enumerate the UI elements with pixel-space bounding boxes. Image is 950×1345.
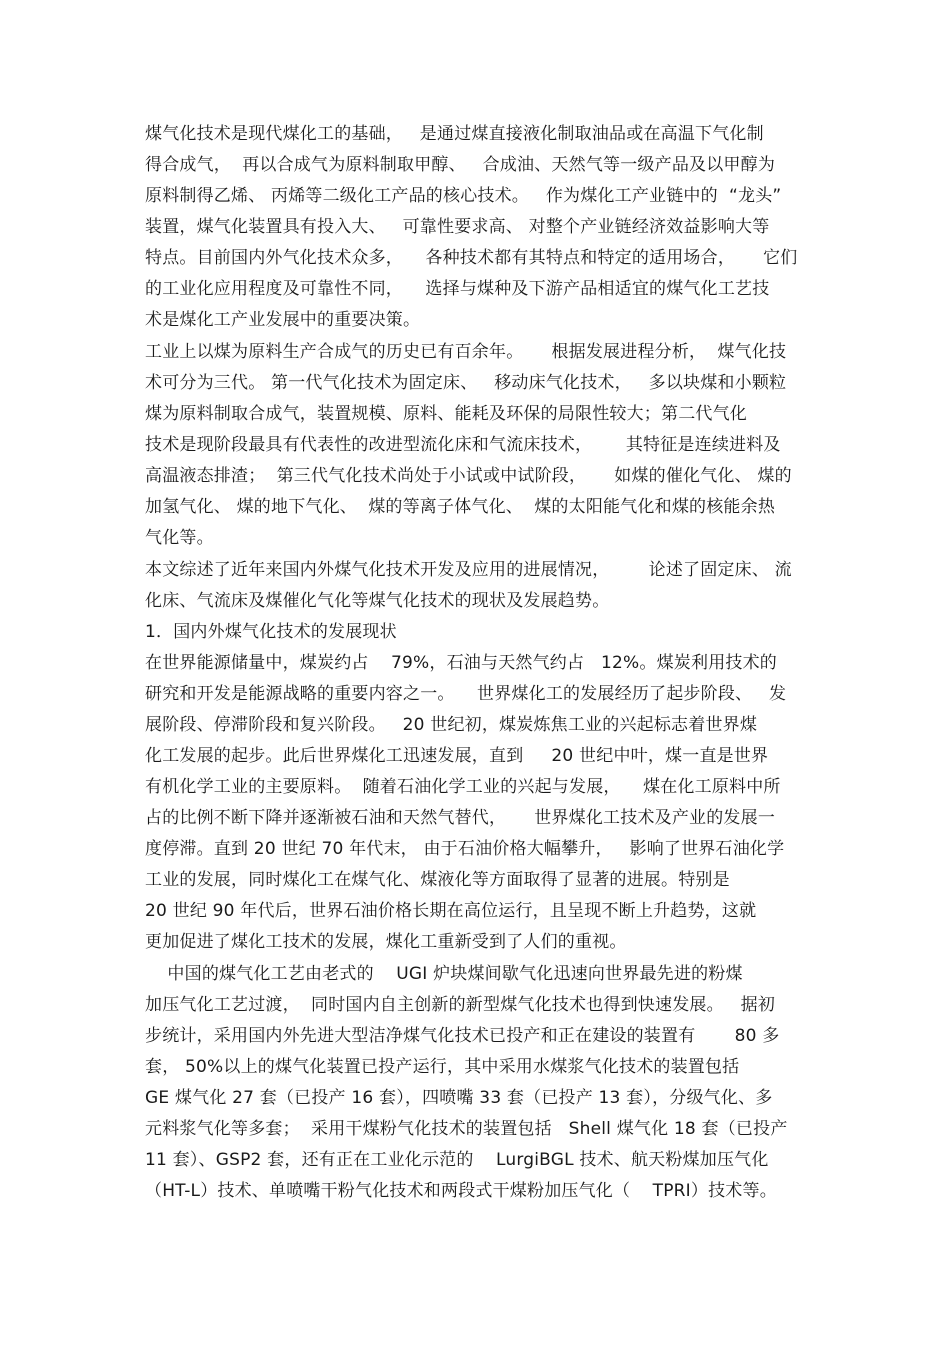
text-line: 11 套）、GSP2 套，还有正在工业化示范的 LurgiBGL 技术、航天粉煤加压气化 [145, 1150, 769, 1170]
text-line: 研究和开发是能源战略的重要内容之一。 世界煤化工的发展经历了起步阶段、 发 [145, 684, 787, 704]
text-line: 套， 50%以上的煤气化装置已投产运行，其中采用水煤浆气化技术的装置包括 [145, 1057, 740, 1077]
text-line: 展阶段、停滞阶段和复兴阶段。 20 世纪初，煤炭炼焦工业的兴起标志着世界煤 [145, 715, 758, 735]
text-line: 度停滞。直到 20 世纪 70 年代末， 由于石油价格大幅攀升， 影响了世界石油化学 [145, 839, 785, 859]
text-line: 气化等。 [145, 528, 214, 548]
text-line: 本文综述了近年来国内外煤气化技术开发及应用的进展情况， 论述了固定床、 流 [145, 560, 792, 580]
text-line: 化工发展的起步。此后世界煤化工迅速发展，直到 20 世纪中叶，煤一直是世界 [145, 746, 769, 766]
text-line: 技术是现阶段最具有代表性的改进型流化床和气流床技术， 其特征是连续进料及 [145, 435, 781, 455]
text-line: 加氢气化、 煤的地下气化、 煤的等离子体气化、 煤的太阳能气化和煤的核能余热 [145, 497, 776, 517]
text-line: 工业上以煤为原料生产合成气的历史已有百余年。 根据发展进程分析， 煤气化技 [145, 342, 787, 362]
text-line: 加压气化工艺过渡， 同时国内自主创新的新型煤气化技术也得到快速发展。 据初 [145, 995, 776, 1015]
text-line: 在世界能源储量中，煤炭约占 79%，石油与天然气约占 12%。煤炭利用技术的 [145, 653, 777, 673]
text-line: 原料制得乙烯、 丙烯等二级化工产品的核心技术。 作为煤化工产业链中的 “龙头” [145, 186, 782, 206]
text-line: 工业的发展，同时煤化工在煤气化、煤液化等方面取得了显著的进展。特别是 [145, 870, 730, 890]
text-line: 中国的煤气化工艺由老式的 UGI 炉块煤间歇气化迅速向世界最先进的粉煤 [145, 964, 743, 984]
text-line: （HT-L）技术、单喷嘴干粉气化技术和两段式干煤粉加压气化（ TPRI）技术等。 [145, 1181, 777, 1201]
text-line: 更加促进了煤化工技术的发展，煤化工重新受到了人们的重视。 [145, 932, 627, 952]
text-line: GE 煤气化 27 套（已投产 16 套），四喷嘴 33 套（已投产 13 套），分级气化、多 [145, 1088, 773, 1108]
section-heading: 1．国内外煤气化技术的发展现状 [145, 622, 397, 642]
text-line: 化床、气流床及煤催化气化等煤气化技术的现状及发展趋势。 [145, 591, 610, 611]
text-line: 20 世纪 90 年代后，世界石油价格长期在高位运行，且呈现不断上升趋势，这就 [145, 901, 757, 921]
text-line: 术可分为三代。 第一代气化技术为固定床、 移动床气化技术， 多以块煤和小颗粒 [145, 373, 787, 393]
text-line: 元料浆气化等多套； 采用干煤粉气化技术的装置包括 Shell 煤气化 18 套（已投产 [145, 1119, 788, 1139]
text-line: 煤为原料制取合成气，装置规模、原料、能耗及环保的局限性较大；第二代气化 [145, 404, 747, 424]
text-line: 占的比例不断下降并逐渐被石油和天然气替代， 世界煤化工技术及产业的发展一 [145, 808, 776, 828]
text-line: 得合成气， 再以合成气为原料制取甲醇、 合成油、天然气等一级产品及以甲醇为 [145, 155, 776, 175]
text-line: 步统计，采用国内外先进大型洁净煤气化技术已投产和正在建设的装置有 80 多 [145, 1026, 780, 1046]
text-line: 煤气化技术是现代煤化工的基础， 是通过煤直接液化制取油品或在高温下气化制 [145, 124, 764, 144]
text-line: 有机化学工业的主要原料。 随着石油化学工业的兴起与发展， 煤在化工原料中所 [145, 777, 781, 797]
text-line: 的工业化应用程度及可靠性不同， 选择与煤种及下游产品相适宜的煤气化工艺技 [145, 279, 770, 299]
text-line: 高温液态排渣； 第三代气化技术尚处于小试或中试阶段， 如煤的催化气化、 煤的 [145, 466, 792, 486]
text-line: 装置，煤气化装置具有投入大、 可靠性要求高、 对整个产业链经济效益影响大等 [145, 217, 770, 237]
text-line: 术是煤化工产业发展中的重要决策。 [145, 310, 421, 330]
text-line: 特点。目前国内外气化技术众多， 各种技术都有其特点和特定的适用场合， 它们 [145, 248, 798, 268]
